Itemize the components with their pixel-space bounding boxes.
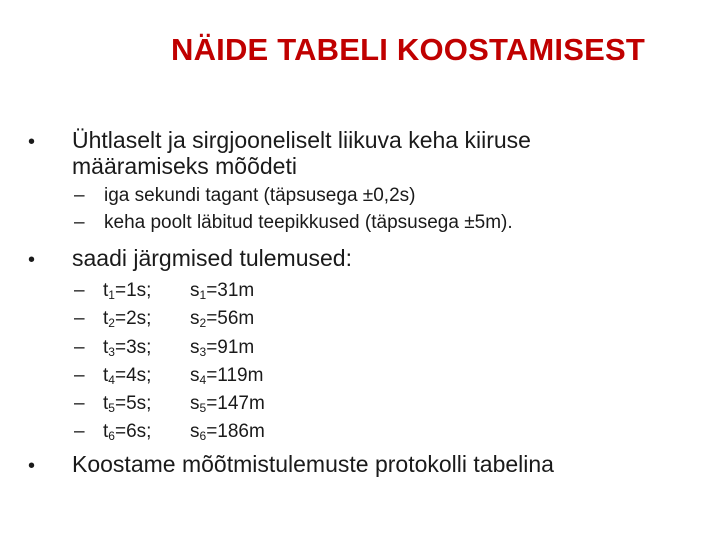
bullet3-text: Koostame mõõtmistulemuste protokolli tabelina [72,451,554,477]
bullet1-line2: määramiseks mõõdeti [72,153,297,179]
bullet1-line1: Ühtlaselt ja sirgjooneliselt liikuva keha kiiruse [72,127,531,153]
distance-value: $s_2=56m$ [190,308,255,330]
time-value: $t_6=6s$; [103,421,152,443]
dash-marker: – [74,280,85,301]
bullet-dot: • [28,131,36,153]
dash-marker: – [74,185,85,206]
dash-marker: – [74,365,85,386]
dash-marker: – [74,337,85,358]
dash-marker: – [74,212,85,233]
bullet-dot: • [28,249,36,271]
time-value: $t_3=3s$; [103,337,152,359]
bullet1-sub-1: iga sekundi tagant (täpsusega ±0,2s) [104,185,416,206]
time-value: $t_5=5s$; [103,393,152,415]
distance-value: $s_5=147m$ [190,393,265,415]
slide-title [0,32,720,68]
distance-value: $s_1=31m$ [190,280,255,302]
slide-title-text: NÄIDE TABELI KOOSTAMISEST [170,32,646,67]
bullet2-text: saadi järgmised tulemused: [72,245,352,271]
time-value: $t_4=4s$; [103,365,152,387]
dash-marker: – [74,421,85,442]
distance-value: $s_3=91m$ [190,337,255,359]
time-value: $t_1=1s$; [103,280,152,302]
bullet-dot: • [28,455,36,477]
time-value: $t_2=2s$; [103,308,152,330]
distance-value: $s_6=186m$ [190,421,265,443]
distance-value: $s_4=119m$ [190,365,264,387]
dash-marker: – [74,393,85,414]
dash-marker: – [74,308,85,329]
bullet1-sub-2: keha poolt läbitud teepikkused (täpsusega ±5m). [104,212,513,233]
